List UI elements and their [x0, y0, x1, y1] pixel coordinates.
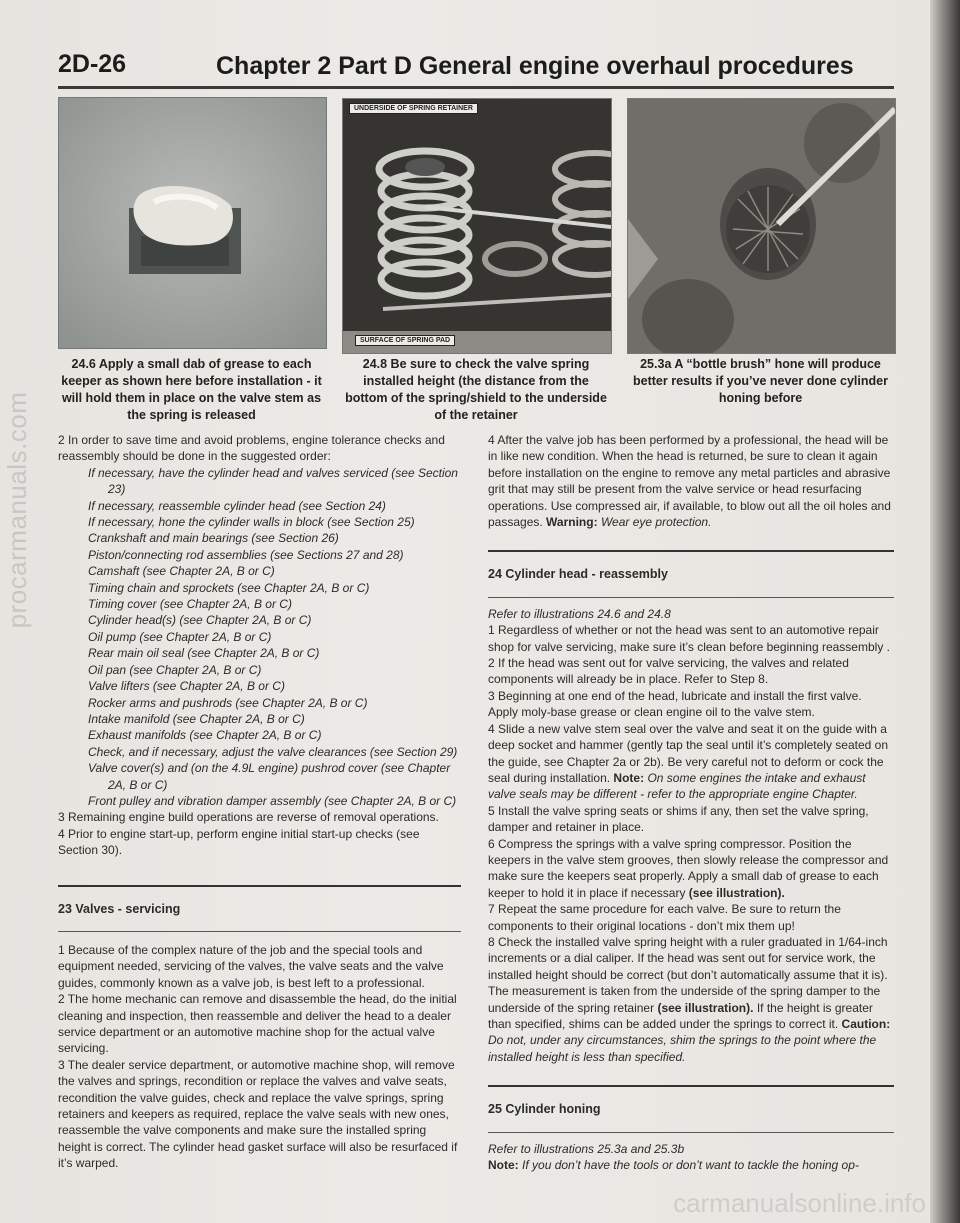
list-item: Check, and if necessary, adjust the valve clearances (see Section 29) [88, 744, 458, 759]
section-24-step-2: 2 If the head was sent out for valve servicing, the valves and related components will already be in place. Refer to Step 8. [488, 656, 849, 687]
list-item: Piston/connecting rod assemblies (see Sections 27 and 28) [88, 547, 404, 562]
photo-valve-springs [342, 98, 612, 354]
paragraph-3: 3 Remaining engine build operations are reverse of removal operations. [58, 810, 439, 825]
section-23-paragraph-1: 1 Because of the complex nature of the job and the special tools and equipment needed, servicing of the valves, the valve seats and the valve guides, commonly known as a valve job, is best left to a professional. [58, 942, 444, 990]
list-item: Front pulley and vibration damper assembly (see Chapter 2A, B or C) [88, 793, 457, 808]
photo-grease-keeper [58, 97, 327, 349]
section-24-step-4: 4 Slide a new valve stem seal over the valve and seat it on the guide with a deep socket and hammer (gently tap the seal until it’s completely seated on the guide, see Chapter 2a or 2b). Be very careful not to deform or cock the seal during installation. Note: On some engines the intake and exhaust valve seals may be different - refer to the appropriate engine Chapter. [488, 721, 889, 802]
side-watermark: procarmanuals.com [2, 391, 32, 629]
figure-caption-24-8: 24.8 Be sure to check the valve spring installed height (the distance from the bottom of the spring/shield to the underside of the retainer [345, 357, 607, 422]
list-item: Rocker arms and pushrods (see Chapter 2A, B or C) [88, 695, 368, 710]
list-item: If necessary, have the cylinder head and valves serviced (see Section 23) [88, 465, 458, 497]
list-item: Cylinder head(s) (see Chapter 2A, B or C) [88, 613, 312, 628]
section-25-title: 25 Cylinder honing [488, 1102, 601, 1117]
list-item: If necessary, reassemble cylinder head (see Section 24) [88, 498, 386, 513]
list-item: Oil pump (see Chapter 2A, B or C) [88, 629, 272, 644]
warning-text: Wear eye protection. [600, 515, 712, 530]
caution-text: Do not, under any circumstances, shim the springs to the point where the installed height is less than specified. [488, 1033, 877, 1064]
list-item: Crankshaft and main bearings (see Section 26) [88, 531, 339, 546]
list-item: Valve cover(s) and (on the 4.9L engine) pushrod cover (see Chapter 2A, B or C) [88, 761, 451, 792]
section-23-title: 23 Valves - servicing [58, 901, 181, 916]
list-item: Timing cover (see Chapter 2A, B or C) [88, 597, 292, 612]
warning-label: Warning: [546, 515, 598, 530]
paragraph-2: 2 In order to save time and avoid problems, engine tolerance checks and reassembly should be done in the suggested order: [58, 433, 445, 464]
section-24-step-8: 8 Check the installed valve spring height with a ruler graduated in 1/64-inch increments or a dial caliper. If the head was sent out for service work, the installed height should be correct (but don’t automatically assume that it is). The measurement is taken from the underside of the spring damper to the underside of the spring retainer (see illustration). If the height is greater than specified, shims can be added under the springs to correct it. Caution: Do not, under any circumstances, shim the springs to the point where the installed height is less than specified. [488, 934, 891, 1064]
list-item: Camshaft (see Chapter 2A, B or C) [88, 564, 275, 579]
list-item: Oil pan (see Chapter 2A, B or C) [88, 662, 262, 677]
section-24-title: 24 Cylinder head - reassembly [488, 567, 668, 582]
section-rule [58, 885, 461, 887]
section-rule [488, 1085, 894, 1087]
section-24-step-1: 1 Regardless of whether or not the head was sent to an automotive repair shop for valve servicing, make sure it’s clean before beginning reassembly . [488, 623, 890, 654]
note-label: Note: [613, 770, 645, 785]
section-23-paragraph-4: 4 After the valve job has been performed by a professional, the head will be in like new condition. When the head is returned, be sure to clean it again before installation on the engine to remove any metal particles and abrasive grit that may still be present from the valve service or head resurfacing operations. Use compressed air, if available, to blow out all the oil holes and passages. Warning: Wear eye protection. [488, 433, 891, 530]
bottom-watermark: carmanualsonline.info [673, 1188, 926, 1218]
page-binding-edge [930, 0, 960, 1223]
page-number: 2D-26 [58, 50, 127, 78]
illustration-ref: (see illustration). [688, 885, 785, 900]
figure-caption-24-6: 24.6 Apply a small dab of grease to each keeper as shown here before installation - it will hold them in place on the valve stem as the spring is released [61, 357, 322, 422]
section-23-paragraph-2: 2 The home mechanic can remove and disassemble the head, do the initial cleaning and inspection, then reassemble and deliver the head to a dealer service department or an automotive machine shop for the actual valve servicing. [58, 992, 457, 1056]
left-column [58, 432, 461, 1172]
section-rule [488, 550, 894, 552]
list-item: Intake manifold (see Chapter 2A, B or C) [88, 711, 305, 726]
caution-label: Caution: [841, 1017, 891, 1031]
section-24-step-6: 6 Compress the springs with a valve spring compressor. Position the keepers in the valve stem grooves, then slowly release the compressor and make sure the keepers seat properly. Apply a small dab of grease to each keeper to hold it in place if necessary (see illustration). [488, 836, 889, 900]
photo-bottle-brush-hone [627, 98, 896, 354]
section-25-note [488, 1157, 894, 1173]
photo-label-spring-pad: SURFACE OF SPRING PAD [355, 335, 455, 346]
header-rule [58, 86, 894, 89]
section-25-illustration-ref: Refer to illustrations 25.3a and 25.3b [488, 1141, 685, 1156]
list-item: Rear main oil seal (see Chapter 2A, B or C) [88, 646, 320, 661]
section-24-step-7: 7 Repeat the same procedure for each valve. Be sure to return the components to their original locations - don’t mix them up! [488, 902, 841, 933]
section-24-illustration-ref: Refer to illustrations 24.6 and 24.8 [488, 606, 671, 621]
reassembly-order-list [88, 465, 461, 810]
paragraph-4: 4 Prior to engine start-up, perform engine initial start-up checks (see Section 30). [58, 826, 420, 858]
illustration-ref: (see illustration). [657, 1000, 754, 1015]
figure-caption-25-3a: 25.3a A “bottle brush” hone will produce better results if you’ve never done cylinder honing before [633, 357, 888, 405]
list-item: If necessary, hone the cylinder walls in block (see Section 25) [88, 515, 415, 530]
chapter-title: Chapter 2 Part D General engine overhaul procedures [216, 52, 854, 80]
photo-label-spring-retainer: UNDERSIDE OF SPRING RETAINER [349, 103, 478, 114]
section-23-paragraph-3: 3 The dealer service department, or automotive machine shop, will remove the valves and springs, recondition or replace the valves and valve seats, recondition the valve guides, check and replace the valve springs, spring retainers and keepers as required, replace the valve seals with new ones, reassemble the valve components and make sure the installed spring height is correct. The cylinder head gasket surface will also be resurfaced if it’s warped. [58, 1057, 458, 1171]
section-24-step-5: 5 Install the valve spring seats or shims if any, then set the valve spring, damper and retainer in place. [488, 803, 869, 835]
list-item: Exhaust manifolds (see Chapter 2A, B or C) [88, 728, 322, 743]
section-24-step-3: 3 Beginning at one end of the head, lubricate and install the first valve. Apply moly-base grease or clean engine oil to the valve stem. [488, 688, 862, 720]
right-column [488, 432, 894, 1173]
list-item: Valve lifters (see Chapter 2A, B or C) [88, 679, 285, 694]
note-text: If you don’t have the tools or don’t want to tackle the honing op- [522, 1158, 859, 1173]
note-label: Note: [488, 1158, 519, 1173]
list-item: Timing chain and sprockets (see Chapter 2A, B or C) [88, 580, 370, 595]
note-text: On some engines the intake and exhaust valve seals may be different - refer to the appropriate engine Chapter. [488, 770, 866, 802]
